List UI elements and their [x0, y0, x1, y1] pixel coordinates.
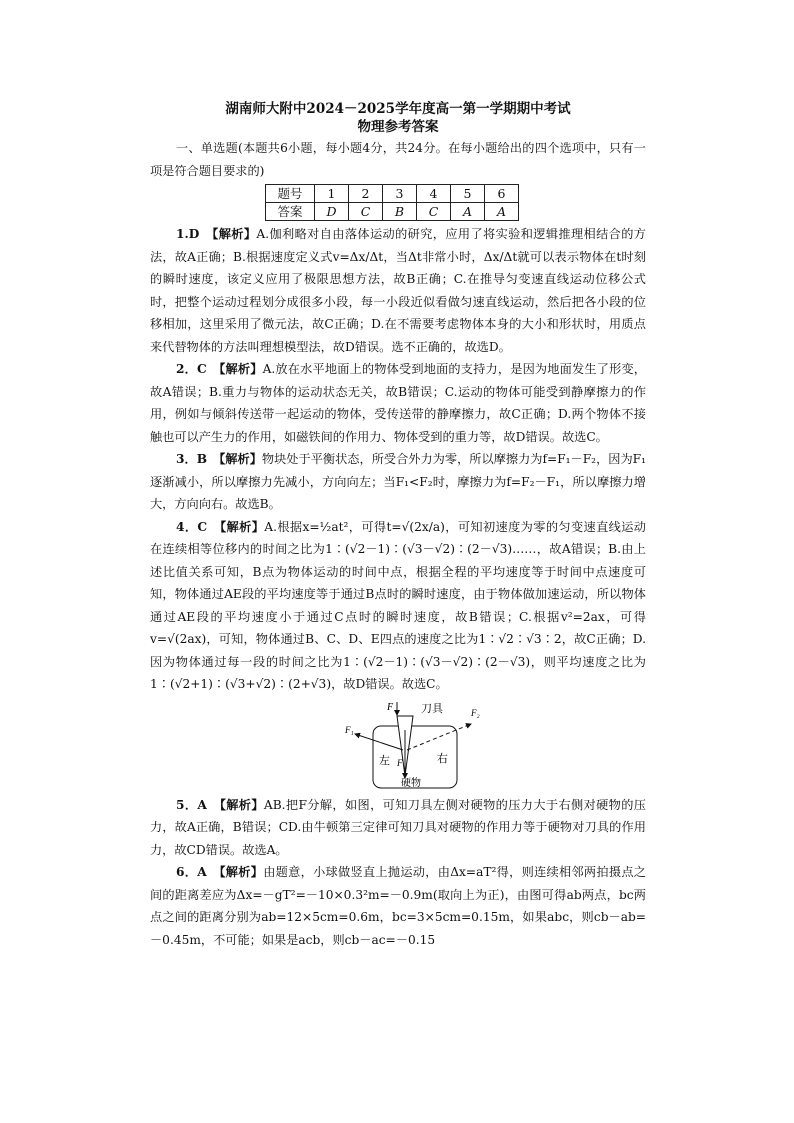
- question-1-explanation: [150, 223, 646, 358]
- label-left: 左: [379, 753, 390, 767]
- answer-table: [265, 184, 519, 221]
- question-3-text: 物块处于平衡状态，所受合外力为零，所以摩擦力为f=F₁－F₂，因为F₁逐渐减小，所以摩擦力先减小，方向向左；当F₁<F₂时，摩擦力为f=F₂－F₁，所以摩擦力增大，方向向右。故选B。: [150, 452, 647, 511]
- force-f2-arrow: [407, 724, 471, 750]
- question-5-text: AB.把F分解，如图，可知刀具左侧对硬物的压力大于右侧对硬物的压力，故A正确，B错误；CD.由牛顿第三定律可知刀具对硬物的作用力等于硬物对刀具的作用力，故CD错误。故选A。: [150, 797, 646, 857]
- label-hard-object: 硬物: [401, 777, 421, 789]
- answer-table-answer-row: [266, 203, 519, 221]
- answer-page: [150, 100, 646, 951]
- page-subtitle: 物理参考答案: [357, 119, 439, 135]
- knife-force-diagram: [335, 700, 485, 792]
- force-f1-arrow: [355, 734, 403, 750]
- answer-table-answer: A: [451, 203, 485, 221]
- question-6-explanation: [150, 861, 646, 951]
- section-intro: 一、单选题(本题共6小题，每小题4分，共24分。在每小题给出的四个选项中，只有一项是符合题目要求的): [150, 141, 646, 178]
- question-1-lead: 1.D 【解析】: [176, 227, 257, 241]
- label-f2: F₂: [471, 707, 480, 718]
- label-f-mid: F: [397, 757, 403, 768]
- answer-table-number: 5: [451, 185, 485, 203]
- answer-table-number: 6: [485, 185, 519, 203]
- answer-table-number: 1: [315, 185, 349, 203]
- question-4-text: A.根据x=½at²，可得t=√(2x/a)，可知初速度为零的匀变速直线运动在连续相等位移内的时间之比为1∶(√2－1)∶(√3－√2)∶(2－√3)……，故A错误；B.由上述比值关系可知，B点为物体运动的时间中点，根据全程的平均速度等于时间中点速度可知，物体通过AE段的平均速度等于通过B点时的瞬时速度，由于物体做加速运动，所以物体通过AE段的平均速度小于通过C点时的瞬时速度，故B错误；C.根据v²=2ax，可得v=√(2ax)，可知，物体通过B、C、D、E四点的速度之比为1∶√2∶√3∶2，故C正确；D.因为物体通过每一段的时间之比为1∶(√2－1)∶(√3－√2)∶(2－√3)，则平均速度之比为1∶(√2+1)∶(√3+√2)∶(2+√3)，故D错误。故选C。: [150, 519, 646, 691]
- answer-table-answer: C: [349, 203, 383, 221]
- question-4-lead: 4．C 【解析】: [176, 519, 265, 534]
- answer-table-number: 2: [349, 185, 383, 203]
- label-right: 右: [437, 751, 448, 765]
- answer-table-number-header: 题号: [266, 185, 315, 203]
- answer-table-answer: D: [315, 203, 349, 221]
- question-6-text: 由题意，小球做竖直上抛运动，由Δx=aT²得，则连续相邻两拍摄点之间的距离差应为Δx=－gT²=－10×0.3²m=－0.9m(取向上为正)，由图可得ab两点，bc两点之间的距离分别为ab=12×5cm=0.6m，bc=3×5cm=0.15m，如果abc，则cb－ab=－0.45m，不可能；如果是acb，则cb－ac=－0.15: [150, 865, 646, 947]
- knife-force-figure: [150, 700, 646, 792]
- answer-table-number: 4: [417, 185, 451, 203]
- answer-table-answer: B: [383, 203, 417, 221]
- question-3-explanation: [150, 448, 646, 516]
- question-2-lead: 2．C 【解析】: [176, 362, 263, 376]
- label-f-top: F: [387, 701, 394, 713]
- page-title: 湖南师大附中2024－2025学年度高一第一学期期中考试: [225, 101, 571, 117]
- question-1-text: A.伽利略对自由落体运动的研究，应用了将实验和逻辑推理相结合的方法，故A正确；B.根据速度定义式v=Δx/Δt，当Δt非常小时，Δx/Δt就可以表示物体在t时刻的瞬时速度，该定义应用了极限思想方法，故B正确；C.在推导匀变速直线运动位移公式时，把整个运动过程划分成很多小段，每一小段近似看做匀速直线运动，然后把各小段的位移相加，这里采用了微元法，故C正确；D.在不需要考虑物体本身的大小和形状时，用质点来代替物体的方法叫理想模型法，故D错误。选不正确的，故选D。: [150, 227, 646, 354]
- answer-table-number: 3: [383, 185, 417, 203]
- answer-table-answer: A: [485, 203, 519, 221]
- question-6-lead: 6．A 【解析】: [176, 865, 264, 879]
- answer-table-answer: C: [417, 203, 451, 221]
- question-3-lead: 3．B 【解析】: [176, 452, 262, 466]
- question-5-lead: 5．A 【解析】: [176, 797, 264, 812]
- answer-table-number-row: [266, 185, 519, 203]
- label-f1: F₁: [345, 724, 354, 735]
- question-2-explanation: [150, 358, 646, 448]
- answer-table-answer-header: 答案: [266, 203, 315, 221]
- question-2-text: A.放在水平地面上的物体受到地面的支持力，是因为地面发生了形变，故A错误；B.重力与物体的运动状态无关，故B错误；C.运动的物体可能受到静摩擦力的作用，例如与倾斜传送带一起运动的物体，受传送带的静摩擦力，故C正确；D.两个物体不接触也可以产生力的作用，如磁铁间的作用力、物体受到的重力等，故D错误。故选C。: [150, 362, 646, 444]
- question-4-explanation: [150, 516, 646, 696]
- question-5-explanation: [150, 794, 646, 862]
- label-knife: 刀具: [421, 701, 443, 715]
